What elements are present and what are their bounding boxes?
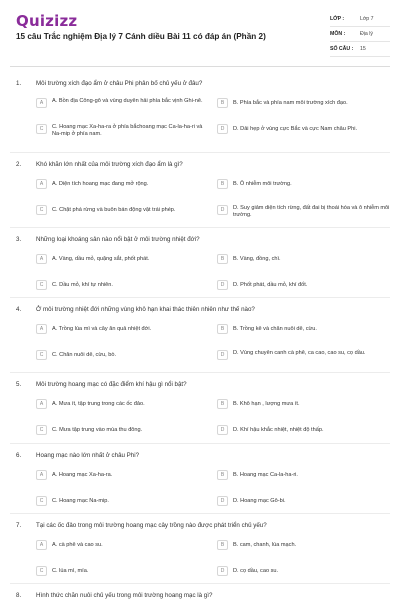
- option-text: C. lúa mì, mía.: [52, 567, 89, 574]
- option-text: B. Ô nhiễm môi trường.: [233, 180, 292, 187]
- answer-option[interactable]: [217, 179, 393, 195]
- option-text: B. Trồng kê và chăn nuôi dê, cừu.: [233, 325, 317, 332]
- option-text: C. Dầu mỏ, khí tự nhiên.: [52, 281, 113, 288]
- question-text: Môi trường xích đạo ẩm ở châu Phi phân bố chủ yếu ở đâu?: [36, 80, 203, 87]
- option-letter-badge: C: [36, 566, 47, 576]
- answer-option[interactable]: [36, 470, 212, 486]
- option-letter-badge: A: [36, 98, 47, 108]
- question-number: 5.: [16, 381, 22, 388]
- option-text: D. Vùng chuyên canh cà phê, ca cao, cao su, cọ dầu.: [233, 350, 366, 356]
- question-number: 3.: [16, 236, 22, 243]
- meta-value: 15: [360, 46, 366, 52]
- quizizz-logo: Quizizz: [16, 12, 78, 30]
- question-text: Khó khăn lớn nhất của môi trường xích đạo ẩm là gì?: [36, 161, 183, 168]
- option-text: D. Khí hậu khắc nhiệt, nhiệt độ thấp.: [233, 426, 324, 433]
- answer-option[interactable]: [217, 98, 393, 114]
- option-letter-badge: A: [36, 399, 47, 409]
- answer-option[interactable]: [36, 179, 212, 195]
- option-letter-badge: C: [36, 496, 47, 506]
- question-number: 8.: [16, 592, 22, 599]
- option-text: C. Hoang mạc Na-mip.: [52, 497, 109, 504]
- meta-row-grade: [330, 12, 390, 27]
- option-letter-badge: B: [217, 98, 228, 108]
- option-text: D. Suy giảm diện tích rừng, đất đai bị thoái hóa và ô nhiễm môi trường.: [233, 205, 390, 219]
- question-number: 1.: [16, 80, 22, 87]
- answer-option[interactable]: [36, 350, 212, 366]
- meta-key: LỚP :: [330, 16, 345, 22]
- option-text: B. Khô hạn , lượng mưa ít.: [233, 400, 300, 407]
- answer-option[interactable]: [36, 98, 212, 114]
- option-letter-badge: A: [36, 470, 47, 480]
- option-text: A. Vàng, dầu mỏ, quặng sắt, phốt phát.: [52, 255, 150, 262]
- option-letter-badge: D: [217, 350, 228, 360]
- question-text: Môi trường hoang mạc có đặc điểm khí hậu gì nổi bật?: [36, 381, 187, 388]
- option-text: D. cọ dầu, cao su.: [233, 567, 279, 574]
- option-letter-badge: D: [217, 205, 228, 215]
- option-letter-badge: B: [217, 324, 228, 334]
- answer-option[interactable]: [217, 470, 393, 486]
- meta-key: SỐ CÂU :: [330, 46, 354, 52]
- option-text: C. Mưa tập trung vào mùa thu đông.: [52, 426, 143, 433]
- option-letter-badge: C: [36, 124, 47, 134]
- option-text: C. Hoang mạc Xa-ha-ra ở phía bắchoang mạc Ca-la-ha-ri và Na-mip ở phía nam.: [52, 124, 203, 138]
- question-divider: [10, 513, 390, 514]
- option-text: B. Vàng, đồng, chì.: [233, 255, 281, 262]
- option-letter-badge: C: [36, 205, 47, 215]
- answer-option[interactable]: [217, 566, 393, 582]
- answer-option[interactable]: [217, 280, 393, 296]
- option-letter-badge: C: [36, 350, 47, 360]
- question-number: 2.: [16, 161, 22, 168]
- option-letter-badge: B: [217, 179, 228, 189]
- answer-option[interactable]: [217, 254, 393, 270]
- worksheet-header: [0, 0, 400, 68]
- option-text: B. Hoang mạc Ca-la-ha-ri.: [233, 471, 298, 478]
- question-divider: [10, 583, 390, 584]
- option-letter-badge: A: [36, 540, 47, 550]
- option-letter-badge: B: [217, 254, 228, 264]
- answer-option[interactable]: [217, 540, 393, 556]
- question-text: Những loại khoáng sản nào nổi bật ở môi trường nhiệt đới?: [36, 236, 200, 243]
- question-number: 4.: [16, 306, 22, 313]
- option-letter-badge: D: [217, 280, 228, 290]
- question-number: 6.: [16, 452, 22, 459]
- answer-option[interactable]: [36, 124, 212, 140]
- worksheet-title: 15 câu Trắc nghiệm Địa lý 7 Cánh diều Bài 11 có đáp án (Phần 2): [16, 32, 266, 41]
- option-letter-badge: D: [217, 425, 228, 435]
- answer-option[interactable]: [36, 425, 212, 441]
- option-text: D. Hoang mạc Gô-bi.: [233, 497, 286, 504]
- question-number: 7.: [16, 522, 22, 529]
- answer-option[interactable]: [36, 566, 212, 582]
- option-letter-badge: B: [217, 399, 228, 409]
- option-text: A. Hoang mạc Xa-ha-ra.: [52, 471, 113, 478]
- question-text: Tại các ốc đảo trong môi trường hoang mạc cây trồng nào được phát triển chủ yếu?: [36, 522, 267, 529]
- option-text: A. Mưa ít, tập trung trong các ốc đảo.: [52, 400, 145, 407]
- answer-option[interactable]: [36, 496, 212, 512]
- option-text: D. Phốt phát, dầu mỏ, khí đốt.: [233, 281, 308, 288]
- option-text: C. Chăn nuôi dê, cừu, bò.: [52, 351, 117, 358]
- question-text: Hình thức chăn nuôi chủ yếu trong môi trường hoang mạc là gì?: [36, 592, 213, 599]
- option-letter-badge: B: [217, 540, 228, 550]
- option-letter-badge: A: [36, 254, 47, 264]
- answer-option[interactable]: [217, 399, 393, 415]
- meta-value: Lớp 7: [360, 16, 374, 22]
- answer-option[interactable]: [36, 205, 212, 221]
- answer-option[interactable]: [36, 540, 212, 556]
- question-divider: [10, 227, 390, 228]
- answer-option[interactable]: [217, 350, 393, 366]
- option-text: C. Chặt phá rừng và buôn bán động vật trái phép.: [52, 206, 176, 213]
- option-letter-badge: D: [217, 124, 228, 134]
- option-letter-badge: C: [36, 425, 47, 435]
- answer-option[interactable]: [217, 324, 393, 340]
- option-letter-badge: C: [36, 280, 47, 290]
- answer-option[interactable]: [36, 280, 212, 296]
- option-text: A. Bồn địa Công-gô và vùng duyên hải phía bắc vịnh Ghi-nê.: [52, 98, 203, 104]
- question-text: Hoang mạc nào lớn nhất ở châu Phi?: [36, 452, 140, 459]
- option-text: B. cam, chanh, lúa mạch.: [233, 541, 297, 548]
- answer-option[interactable]: [217, 205, 393, 221]
- option-text: A. cà phê và cao su.: [52, 541, 103, 548]
- worksheet-meta: [330, 12, 390, 57]
- meta-row-subject: [330, 27, 390, 42]
- question-divider: [10, 443, 390, 444]
- answer-option[interactable]: [217, 124, 393, 140]
- option-letter-badge: A: [36, 179, 47, 189]
- option-text: B. Phía bắc và phía nam môi trường xích đạo.: [233, 99, 348, 106]
- answer-option[interactable]: [36, 254, 212, 270]
- question-divider: [10, 372, 390, 373]
- answer-option[interactable]: [217, 496, 393, 512]
- option-letter-badge: D: [217, 566, 228, 576]
- answer-option[interactable]: [36, 324, 212, 340]
- option-text: A. Diện tích hoang mạc đang mở rộng.: [52, 180, 149, 187]
- option-letter-badge: A: [36, 324, 47, 334]
- question-divider: [10, 297, 390, 298]
- answer-option[interactable]: [36, 399, 212, 415]
- header-divider: [10, 66, 390, 67]
- question-divider: [10, 152, 390, 153]
- option-text: A. Trồng lúa mì và cây ăn quả nhiệt đới.: [52, 325, 152, 332]
- meta-key: MÔN :: [330, 31, 346, 37]
- meta-row-count: [330, 42, 390, 57]
- option-letter-badge: B: [217, 470, 228, 480]
- meta-value: Địa lý: [360, 31, 373, 37]
- question-text: Ở môi trường nhiệt đới những vùng khô hạn khai thác thiên nhiên như thế nào?: [36, 306, 255, 313]
- option-letter-badge: D: [217, 496, 228, 506]
- option-text: D. Dải hẹp ở vùng cực Bắc và cực Nam châu Phi.: [233, 125, 358, 132]
- answer-option[interactable]: [217, 425, 393, 441]
